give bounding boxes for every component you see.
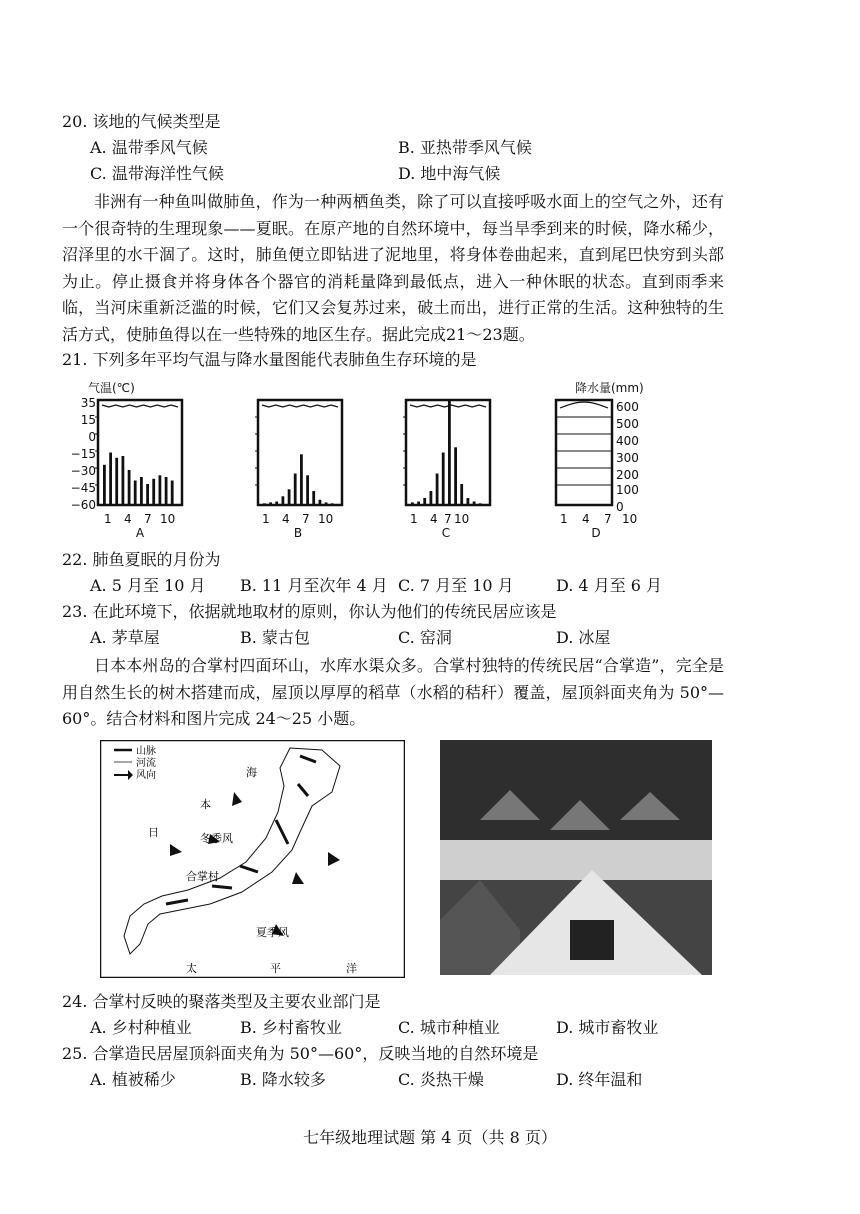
gassho-village-label: 合掌村: [186, 870, 219, 883]
temperature-curve: [560, 402, 608, 408]
x-tick: 1: [560, 512, 568, 526]
q23-option-d[interactable]: D. 冰屋: [556, 628, 611, 647]
precipitation-bar: [436, 474, 439, 506]
temperature-curve: [102, 405, 178, 407]
temp-tick: −45: [70, 481, 96, 495]
q20-option-a[interactable]: A. 温带季风气候: [90, 138, 208, 157]
precipitation-bar: [312, 491, 315, 505]
ocean-label-yang: 洋: [346, 962, 357, 975]
precipitation-bar: [165, 477, 168, 505]
temperature-curve: [262, 405, 338, 407]
precipitation-bar: [159, 475, 162, 505]
panel-label-c: C: [441, 526, 451, 540]
panel-label-d: D: [591, 526, 601, 540]
x-tick: 1: [262, 512, 270, 526]
precipitation-bar: [134, 481, 137, 506]
x-ticks: [104, 512, 637, 526]
precipitation-bar: [430, 491, 433, 505]
temp-tick: 15: [80, 413, 96, 427]
climate-panel-frame: [556, 400, 612, 505]
precipitation-bar: [479, 503, 482, 505]
precipitation-bar: [423, 498, 426, 505]
q25-stem: 25. 合掌造民居屋顶斜面夹角为 50°—60°，反映当地的自然环境是: [62, 1044, 539, 1063]
x-tick: 10: [622, 512, 638, 526]
x-tick: 10: [160, 512, 176, 526]
x-tick: 7: [444, 512, 452, 526]
q22-option-b[interactable]: B. 11 月至次年 4 月: [240, 576, 388, 595]
x-tick: 7: [302, 512, 310, 526]
x-tick: 1: [410, 512, 418, 526]
q20-option-c[interactable]: C. 温带海洋性气候: [90, 164, 224, 183]
japan-map-svg: [100, 740, 405, 978]
q23-option-a[interactable]: A. 茅草屋: [90, 628, 160, 647]
precipitation-bar: [152, 479, 155, 505]
precipitation-bar: [103, 465, 106, 505]
legend-river-label: 河流: [136, 758, 156, 769]
precipitation-bar: [448, 400, 451, 505]
snow-band: [440, 840, 712, 880]
legend-wind-label: 风向: [136, 770, 156, 781]
precipitation-bar: [306, 475, 309, 505]
precipitation-bar: [325, 502, 328, 505]
summer-monsoon-label: 夏季风: [256, 926, 289, 939]
x-tick: 4: [430, 512, 438, 526]
x-tick: 7: [604, 512, 612, 526]
panel-labels: [136, 526, 601, 540]
panel-label-b: B: [293, 526, 303, 540]
ocean-label-tai: 太: [186, 962, 197, 975]
gassho-house-photo: [440, 740, 712, 975]
q22-stem: 22. 肺鱼夏眠的月份为: [62, 550, 221, 569]
house-window: [570, 920, 614, 960]
x-tick: 4: [582, 512, 590, 526]
rain-tick: 600: [616, 400, 639, 414]
winter-monsoon-label: 冬季风: [200, 832, 233, 845]
x-tick: 10: [318, 512, 334, 526]
rain-tick: 100: [616, 483, 639, 497]
x-tick: 4: [124, 512, 132, 526]
precipitation-bar: [122, 456, 125, 505]
q25-option-d[interactable]: D. 终年温和: [556, 1070, 643, 1089]
ocean-label-ping: 平: [270, 962, 281, 975]
temperature-ticks: [71, 396, 96, 512]
rain-tick: 200: [616, 468, 639, 482]
page-footer: 七年级地理试题 第 4 页（共 8 页）: [303, 1128, 557, 1147]
precipitation-bar: [128, 470, 131, 505]
climate-charts-svg: [60, 380, 720, 545]
q23-stem: 23. 在此环境下，依据就地取材的原则，你认为他们的传统民居应该是: [62, 602, 557, 621]
q25-option-a[interactable]: A. 植被稀少: [90, 1070, 176, 1089]
temp-tick: 35: [80, 396, 96, 410]
sea-label: 海: [246, 766, 257, 779]
x-tick: 1: [104, 512, 112, 526]
precipitation-bar: [460, 484, 463, 505]
q24-option-a[interactable]: A. 乡村种植业: [90, 1018, 192, 1037]
q25-option-b[interactable]: B. 降水较多: [240, 1070, 326, 1089]
x-tick: 4: [282, 512, 290, 526]
precipitation-bar: [411, 502, 414, 505]
temp-tick: 0: [88, 430, 96, 444]
passage-gassho-village: 日本本州岛的合掌村四面环山，水库水渠众多。合掌村独特的传统民居“合掌造”，完全是用自然生长的树木搭建而成，屋顶以厚厚的稻草（水稻的秸秆）覆盖，屋顶斜面夹角为 50°—60°。结合材料和图片完成 24～25 小题。: [62, 656, 724, 728]
q23-option-c[interactable]: C. 窑洞: [398, 628, 452, 647]
temperature-axis-label: 气温(℃): [88, 381, 135, 395]
precipitation-axis-label: 降水量(mm): [575, 381, 644, 395]
precipitation-bar: [300, 454, 303, 505]
precipitation-bar: [115, 458, 118, 505]
precipitation-bar: [263, 503, 266, 505]
panel-label-a: A: [135, 526, 145, 540]
q22-option-a[interactable]: A. 5 月至 10 月: [90, 576, 206, 595]
map-label-ri: 日: [148, 826, 159, 839]
japan-map: [100, 740, 405, 978]
q24-stem: 24. 合掌村反映的聚落类型及主要农业部门是: [62, 992, 381, 1011]
x-tick: 10: [454, 512, 470, 526]
precipitation-bar: [140, 477, 143, 505]
precipitation-bar: [171, 481, 174, 506]
rain-tick: 400: [616, 434, 639, 448]
precipitation-bar: [473, 502, 476, 506]
precipitation-bar: [454, 447, 457, 505]
temp-tick: −15: [70, 447, 96, 461]
precipitation-bar: [417, 502, 420, 506]
q20-option-b[interactable]: B. 亚热带季风气候: [398, 138, 532, 157]
rain-tick: 0: [616, 500, 624, 514]
passage-lungfish: 非洲有一种鱼叫做肺鱼，作为一种两栖鱼类，除了可以直接呼吸水面上的空气之外，还有一个很奇特的生理现象——夏眠。在原产地的自然环境中，每当旱季到来的时候，降水稀少，沼泽里的水干涸了。这时，肺鱼便立即钻进了泥地里，将身体卷曲起来，直到尾巴快穷到头部为止。停止摄食并将身体各个器官的消耗量降到最低点，进入一种休眠的状态。直到雨季来临，当河床重新泛滥的时候，它们又会复苏过来，破土而出，进行正常的生活。这种独特的生活方式，使肺鱼得以在一些特殊的地区生存。据此完成21～23题。: [62, 192, 724, 344]
precipitation-bar: [467, 498, 470, 505]
precipitation-bar: [275, 502, 278, 506]
q24-option-d[interactable]: D. 城市畜牧业: [556, 1018, 659, 1037]
legend-mountain-label: 山脉: [136, 746, 156, 757]
map-label-ben: 本: [200, 798, 211, 811]
temp-tick: −30: [70, 464, 96, 478]
precipitation-bar: [109, 453, 112, 506]
temp-tick: −60: [70, 498, 96, 512]
precipitation-bar: [331, 503, 334, 505]
precipitation-ticks: [616, 400, 639, 514]
gassho-house-photo-svg: [440, 740, 712, 975]
q23-option-b[interactable]: B. 蒙古包: [240, 628, 310, 647]
x-tick: 7: [144, 512, 152, 526]
rain-tick: 300: [616, 451, 639, 465]
precipitation-bar: [269, 502, 272, 505]
precipitation-bar: [319, 500, 322, 505]
q25-option-c[interactable]: C. 炎热干燥: [398, 1070, 484, 1089]
climate-charts: [60, 380, 720, 545]
precipitation-bar: [442, 453, 445, 506]
q22-option-d[interactable]: D. 4 月至 6 月: [556, 576, 663, 595]
rain-tick: 500: [616, 417, 639, 431]
q21-stem: 21. 下列多年平均气温与降水量图能代表肺鱼生存环境的是: [62, 350, 477, 369]
precipitation-bar: [288, 489, 291, 505]
q24-option-b[interactable]: B. 乡村畜牧业: [240, 1018, 342, 1037]
q20-option-d[interactable]: D. 地中海气候: [398, 164, 501, 183]
q24-option-c[interactable]: C. 城市种植业: [398, 1018, 500, 1037]
precipitation-bar: [146, 484, 149, 505]
q22-option-c[interactable]: C. 7 月至 10 月: [398, 576, 514, 595]
q20-stem: 20. 该地的气候类型是: [62, 112, 221, 131]
precipitation-bar: [282, 496, 285, 505]
precipitation-bar: [294, 474, 297, 506]
